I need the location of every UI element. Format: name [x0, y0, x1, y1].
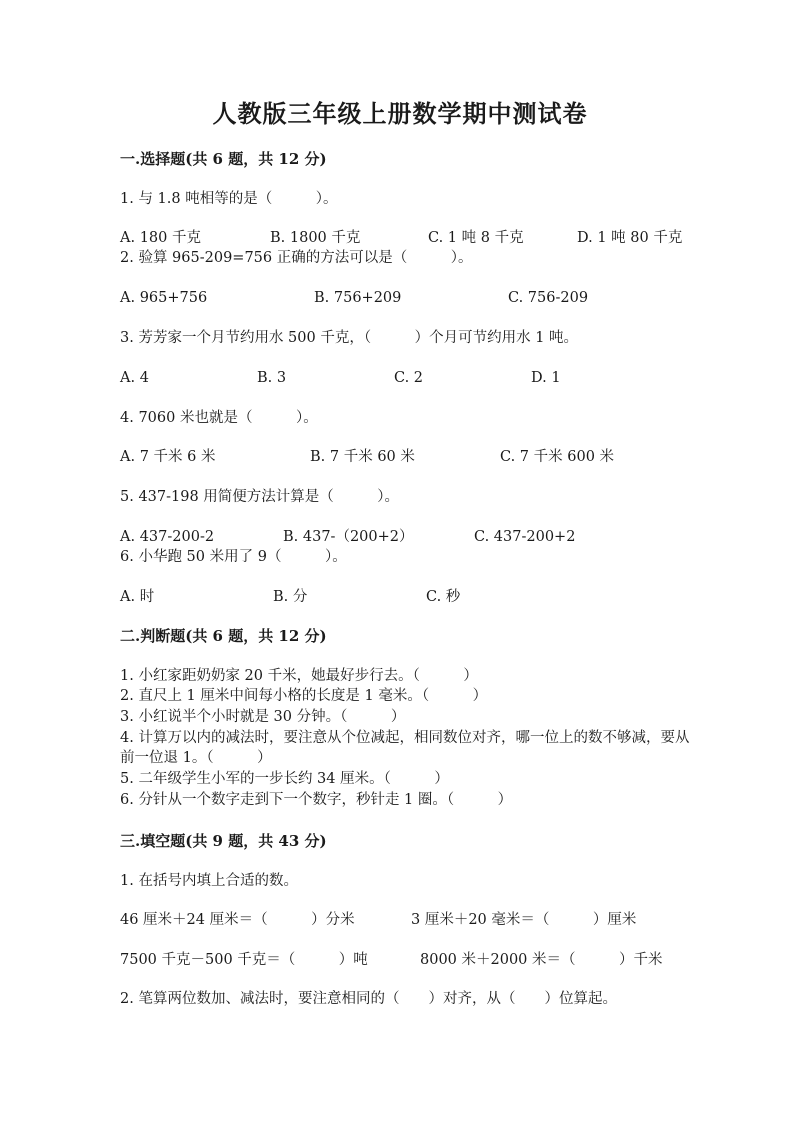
question-text: 2. 验算 965-209=756 正确的方法可以是（ ）。 — [120, 250, 473, 266]
option-text: A. 437-200-2 — [120, 529, 215, 545]
fill-blank-item: 8000 米＋2000 米＝（ ）千米 — [420, 952, 663, 968]
question-text: 2. 笔算两位数加、减法时，要注意相同的（ ）对齐，从（ ）位算起。 — [120, 991, 617, 1007]
page-title: 人教版三年级上册数学期中测试卷 — [212, 99, 588, 128]
question-text: 6. 小华跑 50 米用了 9（ ）。 — [120, 549, 347, 565]
judgment-item: 1. 小红家距奶奶家 20 千米，她最好步行去。（ ） — [120, 668, 478, 684]
option-text: D. 1 吨 80 千克 — [577, 230, 683, 246]
option-text: C. 秒 — [426, 589, 461, 605]
option-text: A. 180 千克 — [120, 230, 201, 246]
judgment-item: 6. 分针从一个数字走到下一个数字，秒针走 1 圈。（ ） — [120, 792, 513, 808]
option-text: B. 分 — [273, 589, 308, 605]
question-text: 1. 与 1.8 吨相等的是（ ）。 — [120, 191, 338, 207]
question-text: 3. 芳芳家一个月节约用水 500 千克，（ ）个月可节约用水 1 吨。 — [120, 330, 579, 346]
question-text: 1. 在括号内填上合适的数。 — [120, 873, 298, 889]
option-text: A. 965+756 — [120, 290, 208, 306]
judgment-item: 5. 二年级学生小军的一步长约 34 厘米。（ ） — [120, 771, 449, 787]
option-text: C. 2 — [394, 370, 424, 386]
judgment-item: 2. 直尺上 1 厘米中间每小格的长度是 1 毫米。（ ） — [120, 688, 488, 704]
option-text: B. 7 千米 60 米 — [310, 449, 415, 465]
fill-blank-item: 3 厘米＋20 毫米＝（ ）厘米 — [411, 912, 637, 928]
question-text: 4. 7060 米也就是（ ）。 — [120, 410, 318, 426]
option-text: A. 时 — [120, 589, 155, 605]
judgment-item: 4. 计算万以内的减法时，要注意从个位减起，相同数位对齐，哪一位上的数不够减，要从前一位退 1。（ ） — [120, 730, 690, 766]
option-text: B. 3 — [257, 370, 287, 386]
option-text: C. 7 千米 600 米 — [500, 449, 615, 465]
option-text: A. 4 — [120, 370, 149, 386]
section-heading-fill: 三.填空题(共 9 题，共 43 分) — [120, 832, 327, 850]
section-heading-choice: 一.选择题(共 6 题，共 12 分) — [120, 150, 327, 168]
fill-blank-item: 7500 千克－500 千克＝（ ）吨 — [120, 952, 368, 968]
option-text: B. 437-（200+2） — [283, 529, 414, 545]
option-text: B. 756+209 — [314, 290, 402, 306]
option-text: A. 7 千米 6 米 — [120, 449, 216, 465]
question-text: 5. 437-198 用简便方法计算是（ ）。 — [120, 489, 400, 505]
option-text: B. 1800 千克 — [270, 230, 361, 246]
option-text: C. 437-200+2 — [474, 529, 576, 545]
option-text: D. 1 — [531, 370, 561, 386]
option-text: C. 756-209 — [508, 290, 589, 306]
judgment-item: 3. 小红说半个小时就是 30 分钟。（ ） — [120, 709, 406, 725]
section-heading-judgment: 二.判断题(共 6 题，共 12 分) — [120, 627, 327, 645]
fill-blank-item: 46 厘米＋24 厘米＝（ ）分米 — [120, 912, 355, 928]
option-text: C. 1 吨 8 千克 — [428, 230, 524, 246]
